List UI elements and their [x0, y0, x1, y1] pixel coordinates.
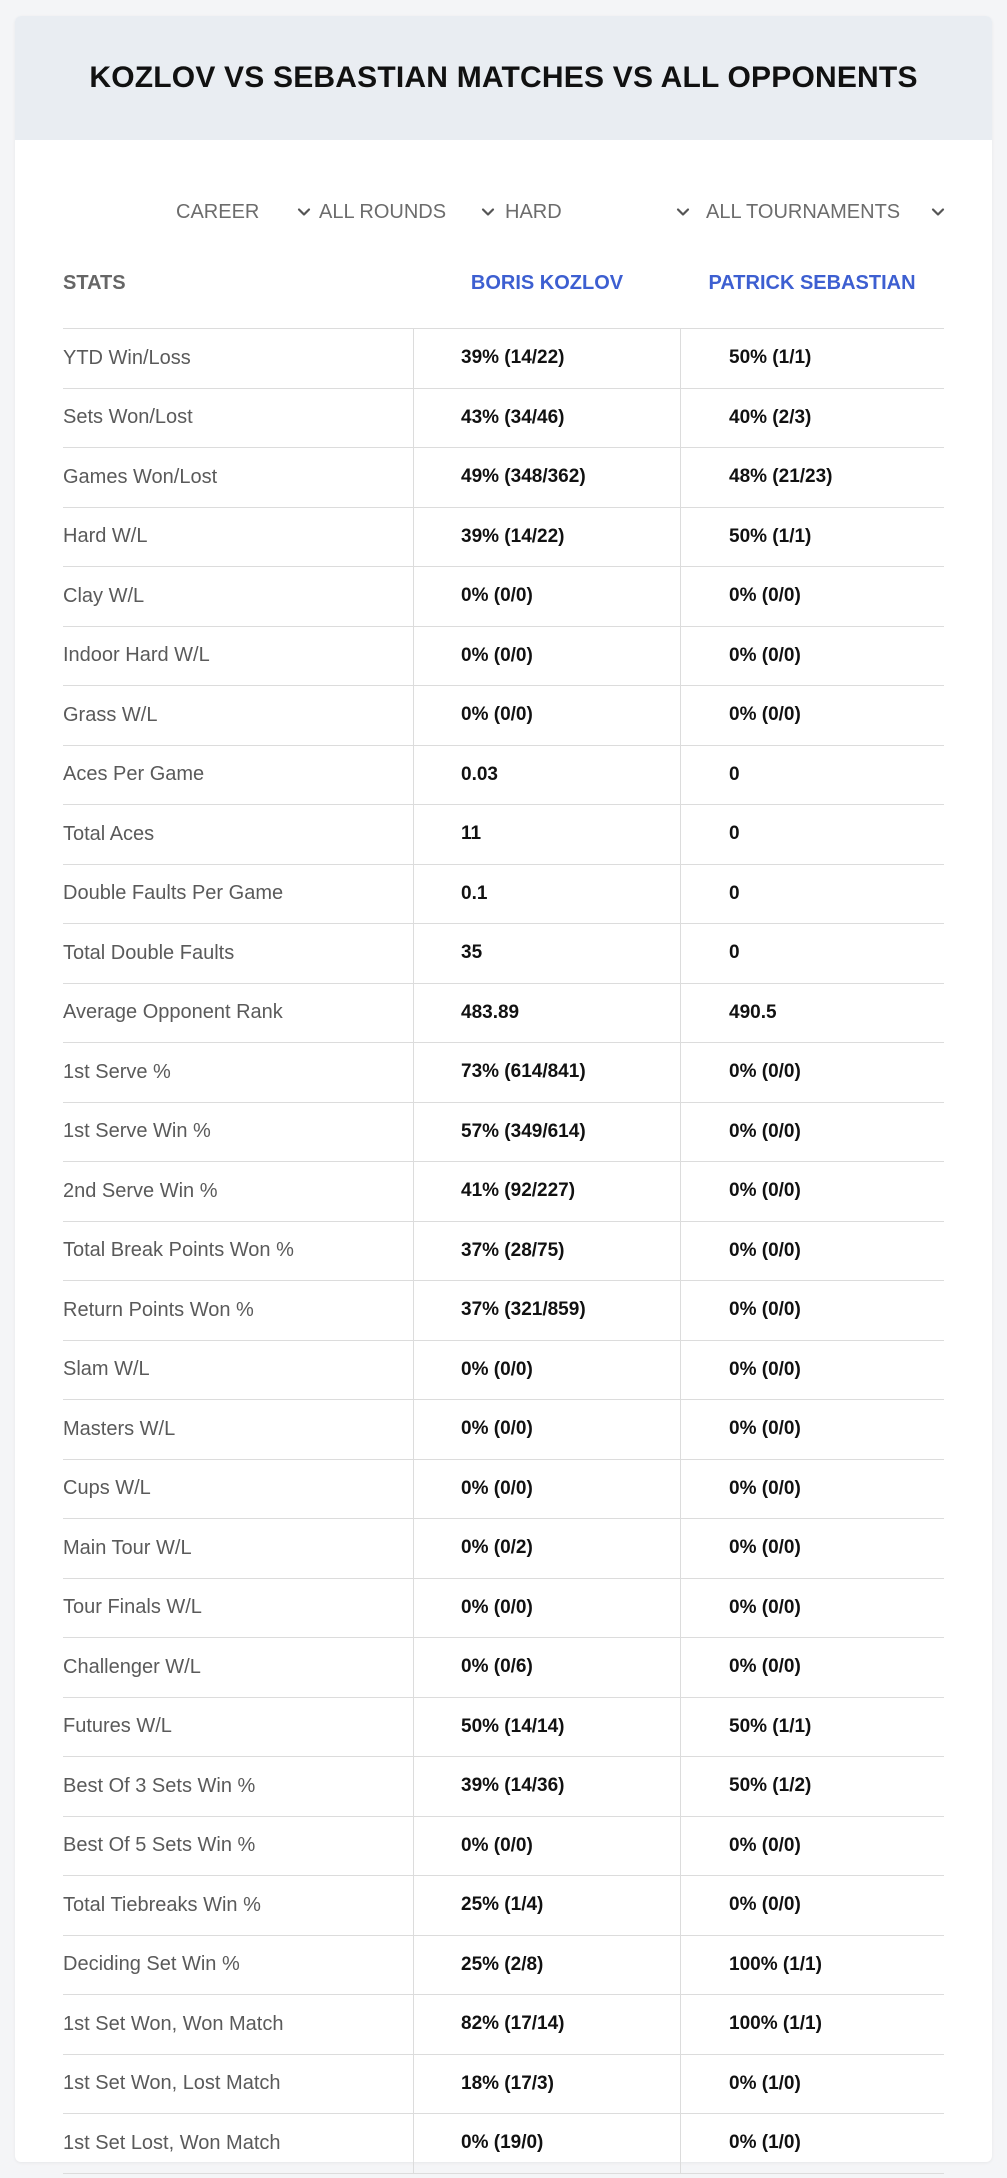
table-row	[63, 1460, 944, 1520]
table-row	[63, 508, 944, 568]
player2-stat-value: 0% (0/0)	[729, 1418, 801, 1440]
stat-label: Best Of 3 Sets Win %	[63, 1774, 256, 1797]
player1-stat-value: 11	[461, 823, 482, 845]
stat-label: Return Points Won %	[63, 1298, 254, 1321]
stat-label: Aces Per Game	[63, 763, 205, 786]
stat-label: Games Won/Lost	[63, 465, 218, 488]
player1-stat-value: 25% (2/8)	[461, 1953, 544, 1975]
tournaments-select[interactable]	[706, 192, 946, 232]
table-row	[63, 2114, 944, 2174]
player2-stat-value: 0% (0/0)	[729, 1239, 801, 1261]
player2-stat-value: 0% (0/0)	[729, 1894, 801, 1916]
player2-name-link[interactable]: PATRICK SEBASTIAN	[708, 272, 916, 294]
stat-label: Futures W/L	[63, 1715, 172, 1738]
table-row	[63, 1995, 944, 2055]
player1-stat-value: 43% (34/46)	[461, 406, 565, 428]
player2-stat-value: 0% (0/0)	[729, 1834, 801, 1856]
stat-label: Slam W/L	[63, 1358, 150, 1381]
chevron-down-icon	[675, 204, 691, 220]
player2-stat-value: 0% (0/0)	[729, 1299, 801, 1321]
player1-stat-value: 0.03	[461, 763, 498, 785]
table-row	[63, 1698, 944, 1758]
player2-stat-value: 0% (1/0)	[729, 2132, 801, 2154]
stat-label: Total Break Points Won %	[63, 1239, 294, 1262]
stat-label: Hard W/L	[63, 525, 148, 548]
stat-label: 1st Set Won, Won Match	[63, 2012, 284, 2035]
stat-label: 1st Serve %	[63, 1060, 171, 1083]
player2-stat-value: 0	[729, 882, 740, 904]
player2-stat-value: 0% (0/0)	[729, 644, 801, 666]
player1-stat-value: 50% (14/14)	[461, 1715, 565, 1737]
player1-stat-value: 39% (14/22)	[461, 525, 565, 547]
filter-bar	[15, 192, 992, 232]
player1-stat-value: 49% (348/362)	[461, 466, 586, 488]
player2-stat-value: 0% (1/0)	[729, 2072, 801, 2094]
player2-stat-value: 490.5	[729, 1001, 777, 1023]
player2-stat-value: 100% (1/1)	[729, 1953, 822, 1975]
stats-table	[63, 254, 944, 2174]
player1-stat-value: 37% (321/859)	[461, 1299, 586, 1321]
stat-label: Tour Finals W/L	[63, 1596, 202, 1619]
player2-stat-value: 0% (0/0)	[729, 1120, 801, 1142]
player1-stat-value: 41% (92/227)	[461, 1180, 576, 1202]
stat-label: Total Aces	[63, 822, 155, 845]
stats-card	[15, 16, 992, 2162]
stat-label: Deciding Set Win %	[63, 1953, 240, 1976]
player2-stat-value: 50% (1/1)	[729, 1715, 812, 1737]
player2-stat-value: 50% (1/2)	[729, 1775, 812, 1797]
table-body	[63, 329, 944, 2174]
table-row	[63, 984, 944, 1044]
player1-stat-value: 0% (0/2)	[461, 1537, 533, 1559]
player1-stat-value: 82% (17/14)	[461, 2013, 565, 2035]
player1-stat-value: 35	[461, 942, 483, 964]
player2-stat-value: 0% (0/0)	[729, 704, 801, 726]
player1-stat-value: 39% (14/36)	[461, 1775, 565, 1797]
player1-name-link[interactable]: BORIS KOZLOV	[470, 272, 624, 294]
table-row	[63, 329, 944, 389]
player1-stat-value: 0% (0/0)	[461, 585, 533, 607]
player2-stat-value: 0% (0/0)	[729, 585, 801, 607]
stat-label: Double Faults Per Game	[63, 882, 284, 905]
table-row	[63, 1876, 944, 1936]
player2-stat-value: 0% (0/0)	[729, 1537, 801, 1559]
stat-label: Average Opponent Rank	[63, 1001, 283, 1024]
player1-stat-value: 57% (349/614)	[461, 1120, 586, 1142]
table-row	[63, 1103, 944, 1163]
chevron-down-icon	[296, 204, 312, 220]
period-select[interactable]	[176, 192, 312, 232]
table-row	[63, 1757, 944, 1817]
player2-stat-value: 48% (21/23)	[729, 466, 833, 488]
player1-stat-value: 0% (0/0)	[461, 1596, 533, 1618]
player1-stat-value: 0% (0/0)	[461, 1418, 533, 1440]
player1-stat-value: 73% (614/841)	[461, 1061, 586, 1083]
table-row	[63, 1400, 944, 1460]
player2-stat-value: 0% (0/0)	[729, 1061, 801, 1083]
stat-label: Total Tiebreaks Win %	[63, 1893, 261, 1916]
player1-stat-value: 0% (0/0)	[461, 1834, 533, 1856]
page-title: KOZLOV VS SEBASTIAN MATCHES VS ALL OPPONENTS	[89, 61, 918, 94]
table-row	[63, 448, 944, 508]
rounds-select[interactable]	[319, 192, 496, 232]
table-row	[63, 686, 944, 746]
player1-stat-value: 39% (14/22)	[461, 347, 565, 369]
stat-label: 1st Set Won, Lost Match	[63, 2072, 281, 2095]
stat-label: Clay W/L	[63, 584, 145, 607]
table-row	[63, 805, 944, 865]
table-row	[63, 1043, 944, 1103]
table-row	[63, 1162, 944, 1222]
rounds-select-value: ALL ROUNDS	[319, 200, 447, 223]
player2-stat-value: 0% (0/0)	[729, 1596, 801, 1618]
player1-stat-value: 0% (0/6)	[461, 1656, 533, 1678]
table-row	[63, 2055, 944, 2115]
chevron-down-icon	[930, 204, 946, 220]
surface-select-value: HARD	[505, 200, 562, 223]
player1-stat-value: 25% (1/4)	[461, 1894, 544, 1916]
chevron-down-icon	[480, 204, 496, 220]
table-row	[63, 1341, 944, 1401]
player1-stat-value: 18% (17/3)	[461, 2072, 554, 2094]
player2-stat-value: 0	[729, 763, 740, 785]
stat-label: Total Double Faults	[63, 941, 235, 964]
stat-label: Indoor Hard W/L	[63, 644, 210, 667]
table-row	[63, 746, 944, 806]
player2-stat-value: 0% (0/0)	[729, 1358, 801, 1380]
player2-stat-value: 0% (0/0)	[729, 1656, 801, 1678]
player1-stat-value: 0% (0/0)	[461, 704, 533, 726]
stat-label: 2nd Serve Win %	[63, 1179, 218, 1202]
player1-stat-value: 37% (28/75)	[461, 1239, 565, 1261]
table-row	[63, 865, 944, 925]
stat-label: Challenger W/L	[63, 1655, 201, 1678]
period-select-value: CAREER	[176, 200, 260, 223]
stat-label: 1st Serve Win %	[63, 1120, 211, 1143]
player2-stat-value: 0	[729, 942, 740, 964]
player2-stat-value: 100% (1/1)	[729, 2013, 822, 2035]
card-header	[15, 16, 992, 140]
table-row	[63, 1936, 944, 1996]
column-divider	[413, 328, 414, 2174]
table-row	[63, 1519, 944, 1579]
player2-stat-value: 0% (0/0)	[729, 1477, 801, 1499]
tournaments-select-value: ALL TOURNAMENTS	[706, 200, 901, 223]
player2-stat-value: 0	[729, 823, 740, 845]
table-row	[63, 1638, 944, 1698]
player1-stat-value: 0% (19/0)	[461, 2132, 544, 2154]
table-row	[63, 389, 944, 449]
table-row	[63, 1222, 944, 1282]
column-divider	[680, 328, 681, 2174]
table-row	[63, 567, 944, 627]
stat-label: Sets Won/Lost	[63, 406, 193, 429]
stat-label: Grass W/L	[63, 703, 158, 726]
stat-label: YTD Win/Loss	[63, 346, 191, 369]
stat-label: Cups W/L	[63, 1477, 151, 1500]
stat-label: 1st Set Lost, Won Match	[63, 2131, 281, 2154]
stat-label: Main Tour W/L	[63, 1536, 192, 1559]
player1-stat-value: 0% (0/0)	[461, 1358, 533, 1380]
player2-stat-value: 0% (0/0)	[729, 1180, 801, 1202]
table-row	[63, 1579, 944, 1639]
player2-stat-value: 50% (1/1)	[729, 525, 812, 547]
player1-stat-value: 0% (0/0)	[461, 1477, 533, 1499]
stat-label: Masters W/L	[63, 1417, 176, 1440]
player2-stat-value: 50% (1/1)	[729, 347, 812, 369]
surface-select[interactable]	[505, 192, 691, 232]
table-row	[63, 924, 944, 984]
table-row	[63, 627, 944, 687]
player1-stat-value: 483.89	[461, 1001, 520, 1023]
table-row	[63, 1817, 944, 1877]
table-header	[63, 254, 944, 329]
player2-stat-value: 40% (2/3)	[729, 406, 812, 428]
player1-stat-value: 0% (0/0)	[461, 644, 533, 666]
stat-label: Best Of 5 Sets Win %	[63, 1834, 256, 1857]
stats-column-header: STATS	[63, 272, 126, 294]
player1-stat-value: 0.1	[461, 882, 488, 904]
table-row	[63, 1281, 944, 1341]
